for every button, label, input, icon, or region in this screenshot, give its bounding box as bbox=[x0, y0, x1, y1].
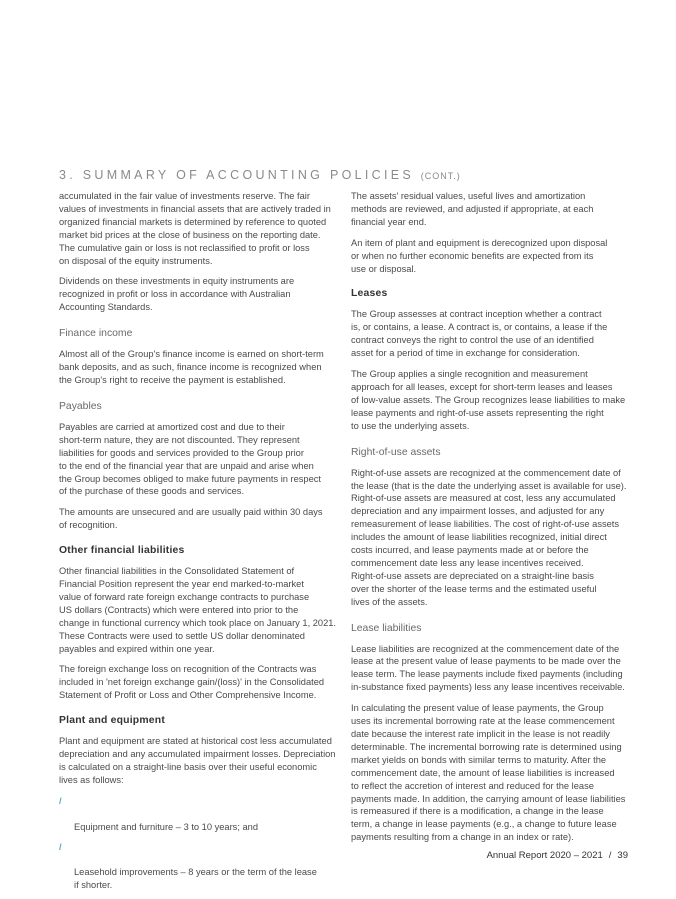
list-item-text: Leasehold improvements – 8 years or the term of the lease if shorter. bbox=[74, 867, 317, 891]
paragraph-derecognition: An item of plant and equipment is derecognized upon disposal or when no further economic benefits are expected from its use or disposal. bbox=[351, 237, 608, 274]
paragraph-lease-approach: The Group applies a single recognition and measurement approach for all leases, except for short-term leases and leases of low-value assets. The Group recognizes lease liabilities to make lease payments and right-of-use assets representing the right to use the underlying assets. bbox=[351, 369, 626, 431]
left-column bbox=[59, 190, 339, 899]
heading-finance-income: Finance income bbox=[59, 328, 133, 340]
paragraph-other-financial-liabilities: Other financial liabilities in the Consolidated Statement of Financial Position represent the year end marked-to-market value of forward rate foreign exchange contracts to purchase US dollars (Contracts) which were entered into prior to the change in functional currency which took place on January 1, 2021. These Contracts were used to settle US dollar denominated payables and expired within one year. bbox=[59, 566, 337, 654]
heading-plant-equipment: Plant and equipment bbox=[59, 715, 165, 727]
heading-right-of-use-assets: Right-of-use assets bbox=[351, 446, 441, 458]
paragraph-right-of-use-assets: Right-of-use assets are recognized at the commencement date of the lease (that is the date the underlying asset is available for use). Right-of-use assets are measured at cost, less any accumulated depreciation and any impairment losses, and adjusted for any remeasurement of lease liabilities. The cost of right-of-use assets includes the amount of lease liabilities recognized, initial direct costs incurred, and lease payments made at or before the commencement date less any lease incentives received. Right-of-use assets are depreciated on a straight-line basis over the shorter of the lease terms and the estimated useful lives of the assets. bbox=[351, 467, 627, 607]
heading-other-financial-liabilities: Other financial liabilities bbox=[59, 545, 185, 557]
heading-lease-liabilities: Lease liabilities bbox=[351, 622, 422, 634]
paragraph-fair-value: accumulated in the fair value of investments reserve. The fair values of investments in financial assets that are actively traded in organized financial markets is determined by reference to quoted market bid prices at the close of business on the reporting date. The cumulative gain or loss is not reclassified to profit or loss on disposal of the equity instruments. bbox=[59, 191, 331, 266]
heading-payables: Payables bbox=[59, 400, 102, 412]
paragraph-payables: Payables are carried at amortized cost and due to their short-term nature, they are not discounted. They represent liabilities for goods and services provided to the Group prior to the end of the financial year that are unpaid and arise when the Group becomes obliged to make future payments in respect of the purchase of these goods and services. bbox=[59, 421, 322, 497]
section-heading bbox=[59, 168, 639, 182]
page-number: 39 bbox=[617, 850, 628, 861]
depreciation-list bbox=[59, 795, 339, 892]
section-title: 3. SUMMARY OF ACCOUNTING POLICIES bbox=[59, 168, 415, 182]
paragraph-residual-values: The assets' residual values, useful lives and amortization methods are reviewed, and adjusted if appropriate, at each financial year end. bbox=[351, 191, 594, 227]
page-footer bbox=[487, 850, 628, 861]
footer-separator: / bbox=[608, 850, 612, 861]
list-item-text: Equipment and furniture – 3 to 10 years; and bbox=[74, 821, 258, 832]
heading-leases: Leases bbox=[351, 288, 388, 300]
section-cont-label: (CONT.) bbox=[420, 171, 461, 181]
paragraph-plant-equipment: Plant and equipment are stated at historical cost less accumulated depreciation and any accumulated impairment losses. Depreciation is calculated on a straight-line basis over their useful economic lives as follows: bbox=[59, 736, 336, 785]
paragraph-finance-income: Almost all of the Group's finance income is earned on short-term bank deposits, and as such, finance income is recognized when the Group's right to receive the payment is established. bbox=[59, 349, 324, 385]
list-item bbox=[59, 841, 339, 893]
slash-bullet-icon: / bbox=[59, 841, 62, 852]
paragraph-dividends: Dividends on these investments in equity instruments are recognized in profit or loss in accordance with Australian Accounting Standards. bbox=[59, 276, 295, 313]
paragraph-lease-assessment: The Group assesses at contract inception whether a contract is, or contains, a lease. A contract is, or contains, a lease if the contract conveys the right to control the use of an identified asset for a period of time in exchange for consideration. bbox=[351, 309, 608, 359]
footer-report-title: Annual Report 2020 – 2021 bbox=[486, 850, 603, 861]
right-column bbox=[351, 190, 631, 852]
list-item bbox=[59, 795, 339, 834]
paragraph-payables-terms: The amounts are unsecured and are usually paid within 30 days of recognition. bbox=[59, 507, 323, 531]
paragraph-present-value: In calculating the present value of lease payments, the Group uses its incremental borrowing rate at the lease commencement date because the interest rate implicit in the lease is not readily determinable. The incremental borrowing rate is determined using market yields on bonds with similar terms to maturity. After the commencement date, the amount of lease liabilities is increased to reflect the accretion of interest and reduced for the lease payments made. In addition, the carrying amount of lease liabilities is remeasured if there is a modification, a change in the lease term, a change in lease payments (e.g., a change to future lease payments resulting from a change in an index or rate). bbox=[351, 703, 626, 843]
paragraph-lease-liabilities: Lease liabilities are recognized at the commencement date of the lease at the present value of lease payments to be made over the lease term. The lease payments include fixed payments (including in-substance fixed payments) less any lease incentives receivable. bbox=[351, 643, 625, 693]
slash-bullet-icon: / bbox=[59, 795, 62, 806]
paragraph-foreign-exchange-loss: The foreign exchange loss on recognition of the Contracts was included in 'net foreign exchange gain/(loss)' in the Consolidated Statement of Profit or Loss and Other Comprehensive Income. bbox=[59, 664, 325, 701]
